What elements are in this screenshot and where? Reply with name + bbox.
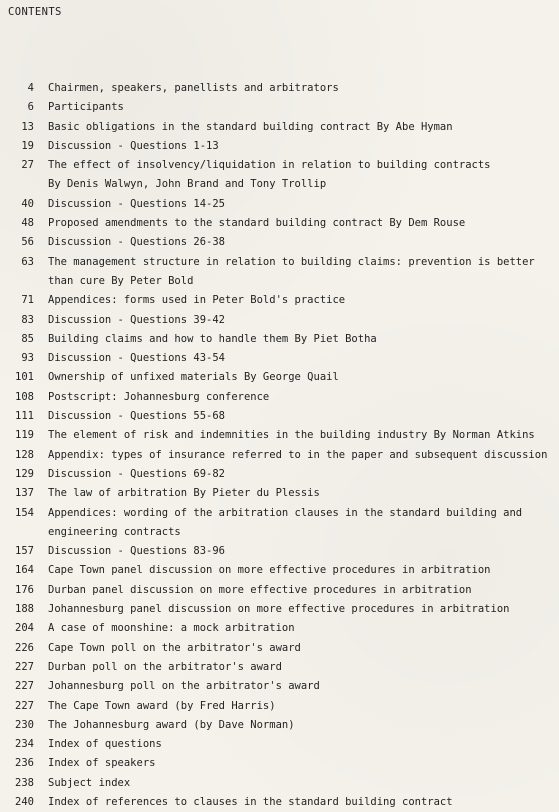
- toc-entry-title: [48, 600, 509, 619]
- toc-entry-title: [48, 291, 345, 310]
- toc-title-line: engineering contracts: [48, 525, 181, 538]
- toc-page-number: 234: [15, 738, 34, 751]
- toc-entry: [0, 754, 559, 773]
- toc-entry: [0, 484, 559, 503]
- toc-entry: [0, 542, 559, 561]
- toc-entry: [0, 407, 559, 426]
- toc-title-line: Chairmen, speakers, panellists and arbitrators: [48, 82, 339, 94]
- toc-entry-title: [48, 484, 320, 503]
- toc-title-line: Index of references to clauses in the standard building contract: [48, 795, 453, 808]
- toc-title-line: Discussion - Questions 26-38: [48, 236, 226, 249]
- toc-title-line: Discussion - Questions 43-54: [48, 352, 226, 365]
- toc-page-number: 4: [27, 82, 34, 94]
- toc-title-line: Discussion - Questions 39-42: [48, 313, 226, 326]
- toc-entry-title: [48, 677, 320, 696]
- toc-entry-title: [48, 446, 547, 465]
- toc-entry-title: [48, 311, 225, 330]
- toc-page-number: 230: [15, 718, 34, 731]
- toc-page-number: 119: [15, 429, 34, 442]
- toc-entry: [0, 774, 559, 793]
- toc-entry: [0, 311, 559, 330]
- toc-page-number: 236: [15, 757, 34, 770]
- toc-entry-title: [48, 214, 465, 233]
- toc-title-line: The Johannesburg award (by Dave Norman): [48, 718, 295, 731]
- toc-entry: [0, 504, 559, 543]
- toc-title-line: Discussion - Questions 69-82: [48, 467, 226, 480]
- toc-title-line: Participants: [48, 101, 124, 114]
- toc-entry: [0, 137, 559, 156]
- toc-entry: [0, 368, 559, 387]
- toc-entry-title: [48, 407, 225, 426]
- toc-title-line: The management structure in relation to building claims: prevention is better: [48, 255, 535, 268]
- toc-entry: [0, 677, 559, 696]
- toc-entry: [0, 253, 559, 292]
- toc-entry-title: [48, 98, 124, 117]
- toc-title-line: Ownership of unfixed materials By George Quail: [48, 371, 339, 384]
- toc-page-number: 6: [27, 101, 34, 114]
- toc-entry-title: [48, 349, 225, 368]
- toc-entry-title: [48, 504, 522, 543]
- toc-page-number: 227: [15, 660, 34, 673]
- toc-entry: [0, 426, 559, 445]
- toc-page-number: 19: [21, 139, 34, 152]
- toc-title-line: Johannesburg poll on the arbitrator's award: [48, 680, 320, 693]
- toc-title-line: A case of moonshine: a mock arbitration: [48, 622, 295, 635]
- page-heading: CONTENTS: [8, 6, 62, 18]
- toc-page-number: 27: [21, 159, 34, 172]
- toc-entry-title: [48, 79, 339, 98]
- toc-title-line: Discussion - Questions 14-25: [48, 197, 226, 210]
- toc-entry-title: [48, 388, 269, 407]
- toc-page-number: 176: [15, 583, 34, 596]
- toc-page-number: 157: [15, 545, 34, 558]
- toc-entry-title: [48, 195, 225, 214]
- toc-title-line: Johannesburg panel discussion on more effective procedures in arbitration: [48, 603, 510, 616]
- toc-title-line: Appendices: wording of the arbitration clauses in the standard building and: [48, 506, 523, 519]
- toc-title-line: Cape Town poll on the arbitrator's award: [48, 641, 301, 654]
- toc-page-number: 227: [15, 699, 34, 712]
- toc-title-line: Durban poll on the arbitrator's award: [48, 660, 282, 673]
- toc-title-line: Index of speakers: [48, 757, 156, 770]
- toc-entry-title: [48, 639, 301, 658]
- toc-entry: [0, 619, 559, 638]
- toc-entry-title: [48, 697, 276, 716]
- toc-title-line: Durban panel discussion on more effective procedures in arbitration: [48, 583, 472, 596]
- toc-title-line: Appendix: types of insurance referred to in the paper and subsequent discussion: [48, 448, 548, 461]
- toc-entry: [0, 639, 559, 658]
- toc-page-number: 83: [21, 313, 34, 326]
- toc-entry-title: [48, 118, 453, 137]
- toc-entry-title: [48, 465, 225, 484]
- toc-title-line: Postscript: Johannesburg conference: [48, 390, 270, 403]
- toc-page-number: 71: [21, 294, 34, 307]
- toc-entry: [0, 156, 559, 195]
- toc-title-line: Discussion - Questions 83-96: [48, 545, 226, 558]
- toc-entry-title: [48, 426, 535, 445]
- toc-entry: [0, 465, 559, 484]
- toc-entry-title: [48, 542, 225, 561]
- toc-page-number: 204: [15, 622, 34, 635]
- table-of-contents: [0, 79, 559, 812]
- toc-title-line: Appendices: forms used in Peter Bold's practice: [48, 294, 346, 307]
- toc-page-number: 226: [15, 641, 34, 654]
- toc-page-number: 111: [15, 410, 34, 423]
- toc-entry-title: [48, 581, 472, 600]
- toc-entry: [0, 697, 559, 716]
- toc-entry-title: [48, 330, 377, 349]
- toc-page-number: 13: [21, 120, 34, 133]
- toc-entry: [0, 195, 559, 214]
- toc-entry: [0, 446, 559, 465]
- toc-page-number: 129: [15, 467, 34, 480]
- toc-page-number: 48: [21, 217, 34, 230]
- toc-page-number: 63: [21, 255, 34, 268]
- toc-title-line: The law of arbitration By Pieter du Plessis: [48, 487, 320, 500]
- toc-page-number: 188: [15, 603, 34, 616]
- toc-entry: [0, 349, 559, 368]
- toc-title-line: The effect of insolvency/liquidation in relation to building contracts: [48, 159, 491, 172]
- toc-entry-title: [48, 233, 225, 252]
- toc-title-line: Building claims and how to handle them By Piet Botha: [48, 332, 377, 345]
- toc-title-line: Proposed amendments to the standard building contract By Dem Rouse: [48, 217, 466, 230]
- toc-entry-title: [48, 368, 339, 387]
- toc-page-number: 108: [15, 390, 34, 403]
- toc-entry-title: [48, 137, 219, 156]
- toc-page-number: 85: [21, 332, 34, 345]
- toc-title-line: The element of risk and indemnities in the building industry By Norman Atkins: [48, 429, 535, 442]
- toc-entry: [0, 561, 559, 580]
- toc-title-line: Cape Town panel discussion on more effective procedures in arbitration: [48, 564, 491, 577]
- toc-entry-title: [48, 774, 130, 793]
- toc-entry: [0, 291, 559, 310]
- toc-entry: [0, 118, 559, 137]
- toc-entry-title: [48, 735, 162, 754]
- toc-entry: [0, 735, 559, 754]
- toc-entry-title: [48, 156, 491, 195]
- toc-entry: [0, 581, 559, 600]
- toc-page-number: 56: [21, 236, 34, 249]
- toc-entry: [0, 214, 559, 233]
- toc-entry: [0, 233, 559, 252]
- toc-entry: [0, 388, 559, 407]
- toc-page-number: 101: [15, 371, 34, 384]
- toc-entry-title: [48, 619, 295, 638]
- toc-page-number: 238: [15, 776, 34, 789]
- toc-entry: [0, 79, 559, 98]
- toc-page-number: 40: [21, 197, 34, 210]
- toc-title-line: By Denis Walwyn, John Brand and Tony Trollip: [48, 178, 327, 191]
- toc-entry: [0, 98, 559, 117]
- toc-page-number: 227: [15, 680, 34, 693]
- toc-page-number: 93: [21, 352, 34, 365]
- toc-page-number: 164: [15, 564, 34, 577]
- toc-title-line: than cure By Peter Bold: [48, 274, 194, 287]
- toc-entry: [0, 658, 559, 677]
- toc-entry-title: [48, 716, 295, 735]
- toc-title-line: Subject index: [48, 776, 131, 789]
- toc-entry: [0, 716, 559, 735]
- toc-title-line: The Cape Town award (by Fred Harris): [48, 699, 276, 712]
- toc-page-number: 128: [15, 448, 34, 461]
- toc-title-line: Discussion - Questions 1-13: [48, 139, 219, 152]
- toc-entry: [0, 330, 559, 349]
- toc-entry-title: [48, 793, 453, 812]
- toc-entry: [0, 793, 559, 812]
- toc-page-number: 137: [15, 487, 34, 500]
- toc-entry: [0, 600, 559, 619]
- toc-entry-title: [48, 754, 155, 773]
- toc-page-number: 240: [15, 795, 34, 808]
- toc-title-line: Index of questions: [48, 738, 162, 751]
- toc-entry-title: [48, 658, 282, 677]
- toc-entry-title: [48, 561, 491, 580]
- toc-entry-title: [48, 253, 535, 292]
- toc-title-line: Basic obligations in the standard building contract By Abe Hyman: [48, 120, 453, 133]
- toc-title-line: Discussion - Questions 55-68: [48, 410, 226, 423]
- toc-page-number: 154: [15, 506, 34, 519]
